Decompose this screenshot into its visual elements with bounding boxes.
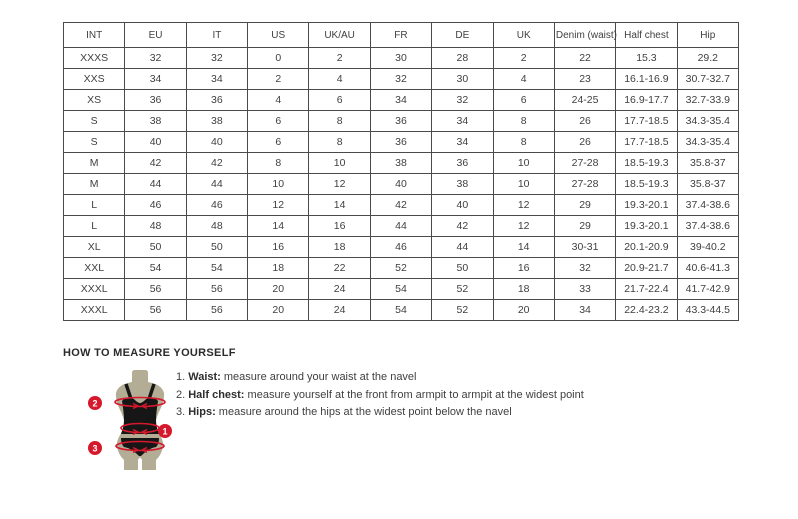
- table-cell: 14: [493, 237, 554, 258]
- table-cell: 2: [248, 69, 309, 90]
- table-cell: 54: [125, 258, 186, 279]
- table-cell: 38: [432, 174, 493, 195]
- table-cell: 33: [554, 279, 615, 300]
- table-cell: 35.8-37: [677, 174, 738, 195]
- svg-text:1: 1: [162, 426, 168, 437]
- table-cell: 44: [186, 174, 247, 195]
- table-cell: 30: [432, 69, 493, 90]
- svg-text:3: 3: [92, 443, 98, 454]
- table-cell: 20: [248, 300, 309, 321]
- table-cell: 12: [248, 195, 309, 216]
- table-cell: S: [64, 111, 125, 132]
- table-row: [64, 90, 739, 111]
- table-cell: 30: [370, 48, 431, 69]
- table-cell: 17.7-18.5: [616, 132, 677, 153]
- table-cell: 17.7-18.5: [616, 111, 677, 132]
- table-cell: 36: [370, 132, 431, 153]
- table-row: [64, 216, 739, 237]
- table-cell: 27-28: [554, 174, 615, 195]
- table-cell: 48: [186, 216, 247, 237]
- table-cell: 34.3-35.4: [677, 132, 738, 153]
- table-cell: M: [64, 174, 125, 195]
- measure-step-number: 3.: [176, 406, 189, 418]
- table-cell: 37.4-38.6: [677, 216, 738, 237]
- table-cell: 43.3-44.5: [677, 300, 738, 321]
- table-cell: 35.8-37: [677, 153, 738, 174]
- table-cell: 30.7-32.7: [677, 69, 738, 90]
- table-cell: 34.3-35.4: [677, 111, 738, 132]
- measure-badge-waist: [158, 424, 172, 438]
- table-cell: XXL: [64, 258, 125, 279]
- table-cell: 52: [432, 279, 493, 300]
- table-cell: 36: [432, 153, 493, 174]
- table-cell: 40.6-41.3: [677, 258, 738, 279]
- size-chart-table: [63, 22, 739, 321]
- table-cell: XS: [64, 90, 125, 111]
- table-cell: 30-31: [554, 237, 615, 258]
- table-cell: 6: [493, 90, 554, 111]
- table-cell: 10: [493, 174, 554, 195]
- table-cell: 34: [554, 300, 615, 321]
- table-row: [64, 111, 739, 132]
- measure-heading: HOW TO MEASURE YOURSELF: [63, 347, 236, 359]
- table-cell: 44: [370, 216, 431, 237]
- table-cell: 29.2: [677, 48, 738, 69]
- table-cell: 28: [432, 48, 493, 69]
- table-cell: 34: [370, 90, 431, 111]
- table-cell: 44: [125, 174, 186, 195]
- table-cell: XL: [64, 237, 125, 258]
- table-cell: 10: [493, 153, 554, 174]
- table-cell: 19.3-20.1: [616, 195, 677, 216]
- size-chart-body: [64, 48, 739, 321]
- table-cell: 29: [554, 216, 615, 237]
- measure-badge-hips: [88, 441, 102, 455]
- table-row: [64, 174, 739, 195]
- table-cell: 14: [309, 195, 370, 216]
- table-cell: 16: [493, 258, 554, 279]
- measure-step-text: measure around the hips at the widest point below the navel: [215, 406, 512, 418]
- table-cell: 37.4-38.6: [677, 195, 738, 216]
- table-cell: 44: [432, 237, 493, 258]
- table-cell: 20: [248, 279, 309, 300]
- table-cell: 21.7-22.4: [616, 279, 677, 300]
- table-cell: 27-28: [554, 153, 615, 174]
- table-cell: 42: [186, 153, 247, 174]
- table-cell: 32: [432, 90, 493, 111]
- measure-badge-chest: [88, 396, 102, 410]
- table-cell: 4: [309, 69, 370, 90]
- measure-steps: [176, 372, 584, 425]
- table-cell: 54: [370, 300, 431, 321]
- table-cell: 4: [248, 90, 309, 111]
- table-row: [64, 132, 739, 153]
- table-cell: 19.3-20.1: [616, 216, 677, 237]
- table-row: [64, 258, 739, 279]
- table-cell: 0: [248, 48, 309, 69]
- table-row: [64, 195, 739, 216]
- table-cell: 18.5-19.3: [616, 153, 677, 174]
- measure-step-label: Waist:: [188, 371, 221, 383]
- table-cell: 56: [125, 279, 186, 300]
- table-cell: 8: [309, 111, 370, 132]
- table-cell: 2: [309, 48, 370, 69]
- table-cell: 16.1-16.9: [616, 69, 677, 90]
- table-cell: S: [64, 132, 125, 153]
- table-cell: 56: [186, 300, 247, 321]
- table-cell: 22: [309, 258, 370, 279]
- table-cell: 18: [248, 258, 309, 279]
- measure-step: [176, 390, 584, 402]
- measure-step: [176, 407, 584, 419]
- table-cell: 12: [493, 195, 554, 216]
- table-cell: 8: [493, 132, 554, 153]
- table-cell: XXXL: [64, 279, 125, 300]
- table-cell: 24: [309, 300, 370, 321]
- table-cell: XXXL: [64, 300, 125, 321]
- column-header: UK/AU: [309, 23, 370, 48]
- column-header: Hip: [677, 23, 738, 48]
- table-cell: 34: [186, 69, 247, 90]
- table-cell: 40: [125, 132, 186, 153]
- table-cell: 24-25: [554, 90, 615, 111]
- table-cell: 8: [493, 111, 554, 132]
- column-header: IT: [186, 23, 247, 48]
- table-cell: 16: [309, 216, 370, 237]
- table-cell: M: [64, 153, 125, 174]
- table-row: [64, 48, 739, 69]
- table-cell: XXS: [64, 69, 125, 90]
- table-cell: 18.5-19.3: [616, 174, 677, 195]
- table-row: [64, 237, 739, 258]
- table-cell: 52: [370, 258, 431, 279]
- column-header: EU: [125, 23, 186, 48]
- table-cell: 2: [493, 48, 554, 69]
- table-cell: 22.4-23.2: [616, 300, 677, 321]
- column-header: UK: [493, 23, 554, 48]
- table-cell: 14: [248, 216, 309, 237]
- table-cell: 26: [554, 132, 615, 153]
- table-cell: 40: [370, 174, 431, 195]
- table-cell: 40: [186, 132, 247, 153]
- measure-step-label: Hips:: [188, 406, 216, 418]
- table-cell: 36: [186, 90, 247, 111]
- table-cell: 26: [554, 111, 615, 132]
- table-cell: 22: [554, 48, 615, 69]
- svg-text:2: 2: [92, 398, 98, 409]
- table-cell: 41.7-42.9: [677, 279, 738, 300]
- table-cell: 6: [248, 111, 309, 132]
- table-cell: 46: [370, 237, 431, 258]
- table-cell: 39-40.2: [677, 237, 738, 258]
- table-cell: 36: [125, 90, 186, 111]
- table-cell: 10: [248, 174, 309, 195]
- table-cell: 56: [125, 300, 186, 321]
- table-cell: 24: [309, 279, 370, 300]
- table-cell: 34: [432, 132, 493, 153]
- measure-step-number: 2.: [176, 388, 189, 401]
- table-row: [64, 153, 739, 174]
- table-cell: 20: [493, 300, 554, 321]
- table-cell: 38: [370, 153, 431, 174]
- measure-step-text: measure yourself at the front from armpit to armpit at the widest point: [244, 388, 584, 401]
- table-cell: 54: [186, 258, 247, 279]
- table-cell: 6: [248, 132, 309, 153]
- table-cell: 46: [125, 195, 186, 216]
- table-row: [64, 300, 739, 321]
- table-cell: 50: [186, 237, 247, 258]
- size-chart-header: [64, 23, 739, 48]
- header-row: [64, 23, 739, 48]
- measure-step-number: 1.: [176, 371, 189, 383]
- table-cell: XXXS: [64, 48, 125, 69]
- column-header: INT: [64, 23, 125, 48]
- table-cell: 16: [248, 237, 309, 258]
- table-cell: 32.7-33.9: [677, 90, 738, 111]
- table-cell: 15.3: [616, 48, 677, 69]
- table-cell: 42: [370, 195, 431, 216]
- measure-step-text: measure around your waist at the navel: [220, 371, 417, 383]
- table-cell: 52: [432, 300, 493, 321]
- table-cell: 12: [309, 174, 370, 195]
- table-cell: 20.1-20.9: [616, 237, 677, 258]
- table-cell: 32: [554, 258, 615, 279]
- column-header: Half chest: [616, 23, 677, 48]
- table-cell: 6: [309, 90, 370, 111]
- table-cell: 12: [493, 216, 554, 237]
- table-cell: 18: [493, 279, 554, 300]
- table-cell: L: [64, 216, 125, 237]
- table-cell: 36: [370, 111, 431, 132]
- table-cell: 32: [125, 48, 186, 69]
- column-header: FR: [370, 23, 431, 48]
- table-cell: 48: [125, 216, 186, 237]
- table-cell: L: [64, 195, 125, 216]
- table-cell: 4: [493, 69, 554, 90]
- table-cell: 10: [309, 153, 370, 174]
- table-cell: 38: [186, 111, 247, 132]
- table-cell: 42: [125, 153, 186, 174]
- table-cell: 56: [186, 279, 247, 300]
- table-row: [64, 279, 739, 300]
- table-cell: 46: [186, 195, 247, 216]
- table-cell: 16.9-17.7: [616, 90, 677, 111]
- table-cell: 40: [432, 195, 493, 216]
- column-header: Denim (waist): [554, 23, 615, 48]
- table-cell: 50: [432, 258, 493, 279]
- table-cell: 38: [125, 111, 186, 132]
- table-cell: 20.9-21.7: [616, 258, 677, 279]
- measure-step-label: Half chest:: [188, 388, 245, 401]
- measure-step: [176, 372, 584, 384]
- column-header: DE: [432, 23, 493, 48]
- table-cell: 34: [125, 69, 186, 90]
- table-cell: 34: [432, 111, 493, 132]
- table-cell: 32: [370, 69, 431, 90]
- table-cell: 8: [248, 153, 309, 174]
- table-cell: 29: [554, 195, 615, 216]
- table-cell: 50: [125, 237, 186, 258]
- table-row: [64, 69, 739, 90]
- table-cell: 54: [370, 279, 431, 300]
- table-cell: 23: [554, 69, 615, 90]
- table-cell: 8: [309, 132, 370, 153]
- column-header: US: [248, 23, 309, 48]
- table-cell: 32: [186, 48, 247, 69]
- table-cell: 42: [432, 216, 493, 237]
- table-cell: 18: [309, 237, 370, 258]
